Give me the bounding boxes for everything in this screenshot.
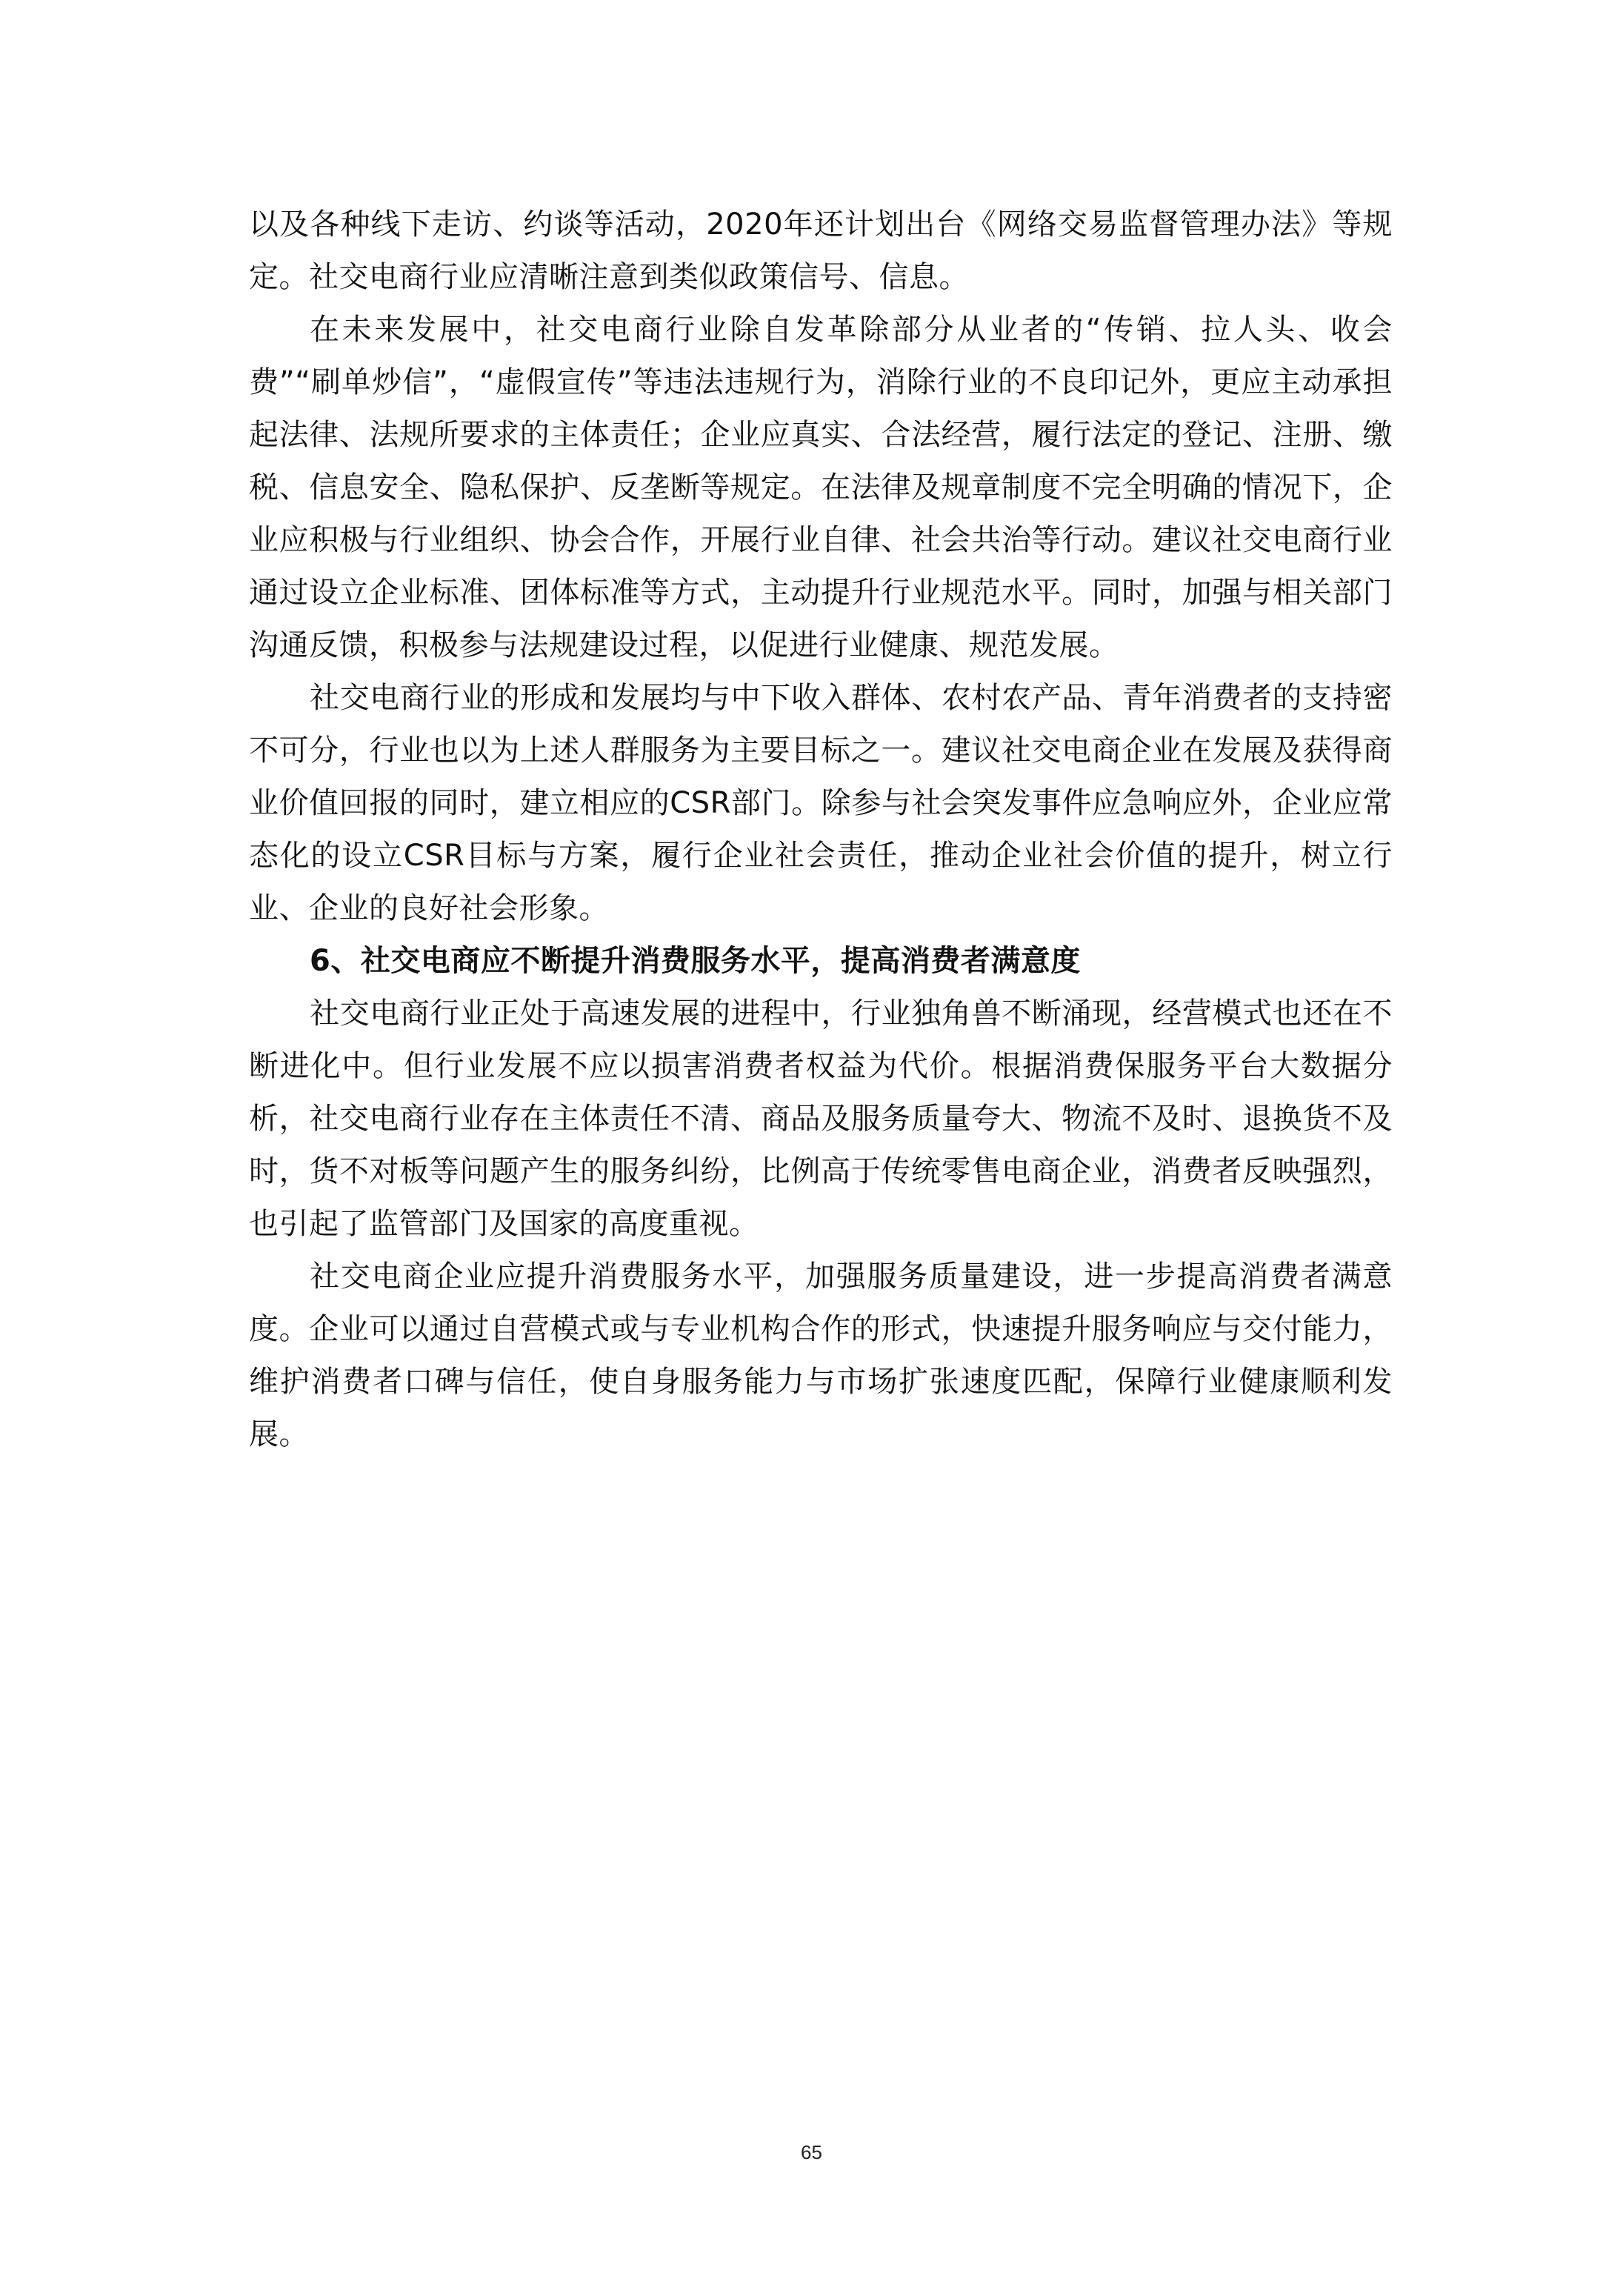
paragraph-consumer-disputes: 社交电商行业正处于高速发展的进程中，行业独角兽不断涌现，经营模式也还在不断进化中。但行业发展不应以损害消费者权益为代价。根据消费保服务平台大数据分析，社交电商行业存在主体责任不清、商品及服务质量夸大、物流不及时、退换货不及时，货不对板等问题产生的服务纠纷，比例高于传统零售电商企业，消费者反映强烈，也引起了监管部门及国家的高度重视。 xyxy=(249,996,1393,1241)
paragraph-service-quality: 社交电商企业应提升消费服务水平，加强服务质量建设，进一步提高消费者满意度。企业可以通过自营模式或与专业机构合作的形式，快速提升服务响应与交付能力，维护消费者口碑与信任，使自身服务能力与市场扩张速度匹配，保障行业健康顺利发展。 xyxy=(249,1260,1393,1451)
paragraph-csr: 社交电商行业的形成和发展均与中下收入群体、农村农产品、青年消费者的支持密不可分，行业也以为上述人群服务为主要目标之一。建议社交电商企业在发展及获得商业价值回报的同时，建立相应的CSR部门。除参与社会突发事件应急响应外，企业应常态化的设立CSR目标与方案，履行企业社会责任，推动企业社会价值的提升，树立行业、企业的良好社会形象。 xyxy=(249,681,1393,925)
paragraph-legal-responsibility: 在未来发展中，社交电商行业除自发革除部分从业者的“传销、拉人头、收会费”“刷单炒信”，“虚假宣传”等违法违规行为，消除行业的不良印记外，更应主动承担起法律、法规所要求的主体责任；企业应真实、合法经营，履行法定的登记、注册、缴税、信息安全、隐私保护、反垄断等规定。在法律及规章制度不完全明确的情况下，企业应积极与行业组织、协会合作，开展行业自律、社会共治等行动。建议社交电商行业通过设立企业标准、团体标准等方式，主动提升行业规范水平。同时，加强与相关部门沟通反馈，积极参与法规建设过程，以促进行业健康、规范发展。 xyxy=(249,313,1393,662)
page-body xyxy=(249,199,1393,1461)
page-number: 65 xyxy=(801,2141,822,2163)
paragraph-continuation: 以及各种线下走访、约谈等活动，2020年还计划出台《网络交易监督管理办法》等规定。社交电商行业应清晰注意到类似政策信号、信息。 xyxy=(249,207,1393,294)
section-heading: 6、社交电商应不断提升消费服务水平，提高消费者满意度 xyxy=(310,944,1081,978)
